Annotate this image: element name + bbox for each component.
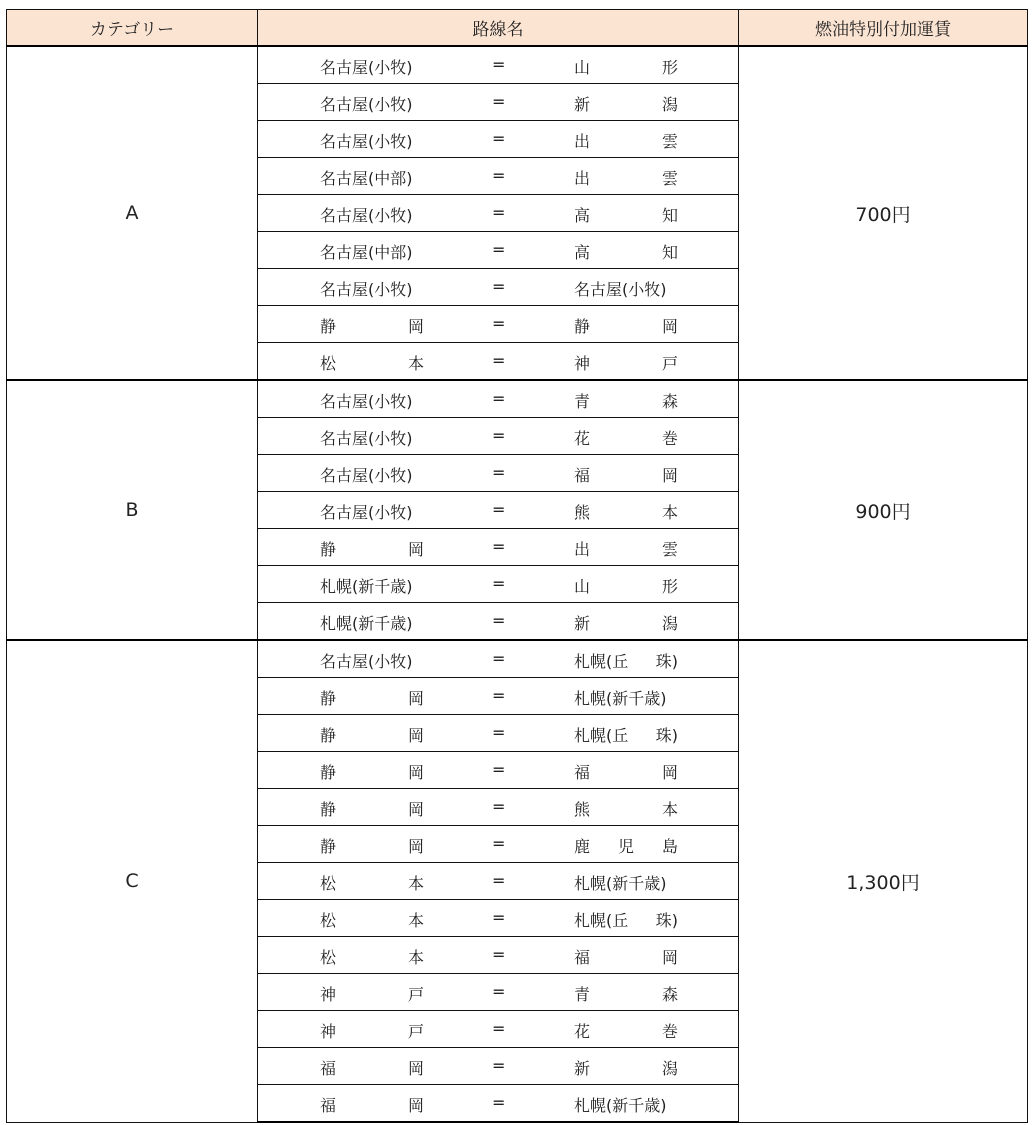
origin-airport [320, 389, 424, 412]
route-separator: = [492, 92, 506, 111]
destination-airport-part: 青 [574, 392, 591, 411]
origin-airport-part: 戸 [407, 1022, 424, 1041]
destination-airport-part: 福 [574, 948, 591, 967]
destination-airport-part: 巻 [661, 1022, 678, 1041]
route-separator: = [492, 1093, 506, 1112]
origin-airport-part: 戸 [407, 985, 424, 1004]
route-separator: = [492, 55, 506, 74]
destination-airport-part: 知 [661, 243, 678, 262]
origin-airport [320, 92, 424, 115]
route-separator: = [492, 797, 506, 816]
destination-airport [574, 797, 678, 820]
destination-airport-part: 名古屋(小牧) [574, 280, 667, 299]
origin-airport [320, 871, 424, 894]
origin-airport [320, 1093, 424, 1116]
origin-airport [320, 834, 424, 857]
header-category: カテゴリー [7, 10, 258, 47]
origin-airport [320, 314, 424, 337]
origin-airport [320, 463, 424, 486]
destination-airport-part: 札幌(丘 [574, 652, 629, 671]
route-cell [258, 269, 739, 306]
table-body [7, 46, 1028, 1122]
destination-airport-part: 熊 [574, 503, 591, 522]
route-cell [258, 232, 739, 269]
header-row [7, 10, 1028, 47]
route-separator: = [492, 686, 506, 705]
destination-airport [574, 982, 678, 1005]
destination-airport-part: 福 [574, 466, 591, 485]
origin-airport [320, 240, 424, 263]
destination-airport-part: 珠) [655, 652, 678, 671]
destination-airport [574, 537, 678, 560]
destination-airport [574, 945, 678, 968]
origin-airport-part: 名古屋(中部) [320, 169, 413, 188]
route-cell [258, 418, 739, 455]
destination-airport-part: 島 [661, 837, 678, 856]
route-cell [258, 492, 739, 529]
table-row [7, 46, 1028, 84]
destination-airport-part: 岡 [661, 317, 678, 336]
destination-airport [574, 166, 678, 189]
destination-airport-part: 雲 [661, 132, 678, 151]
origin-airport-part: 名古屋(小牧) [320, 206, 413, 225]
route-separator: = [492, 314, 506, 333]
origin-airport-part: 静 [320, 689, 337, 708]
destination-airport [574, 834, 678, 857]
route-cell [258, 715, 739, 752]
origin-airport [320, 797, 424, 820]
destination-airport-part: 山 [574, 58, 591, 77]
origin-airport-part: 神 [320, 1022, 337, 1041]
destination-airport [574, 129, 678, 152]
route-cell [258, 1085, 739, 1123]
origin-airport-part: 本 [407, 354, 424, 373]
header-route: 路線名 [258, 10, 739, 47]
route-separator: = [492, 389, 506, 408]
origin-airport-part: 岡 [407, 763, 424, 782]
destination-airport-part: 形 [661, 577, 678, 596]
destination-airport-part: 鹿 [574, 837, 591, 856]
origin-airport-part: 岡 [407, 800, 424, 819]
origin-airport-part: 本 [407, 911, 424, 930]
destination-airport [574, 500, 678, 523]
category-cell: B [7, 380, 258, 640]
destination-airport-part: 高 [574, 243, 591, 262]
destination-airport [574, 649, 678, 672]
origin-airport [320, 537, 424, 560]
route-cell [258, 974, 739, 1011]
origin-airport-part: 神 [320, 985, 337, 1004]
route-cell [258, 343, 739, 381]
destination-airport [574, 92, 678, 115]
destination-airport [574, 1056, 678, 1079]
destination-airport-part: 岡 [661, 466, 678, 485]
route-cell [258, 380, 739, 418]
route-cell [258, 195, 739, 232]
route-separator: = [492, 834, 506, 853]
destination-airport-part: 出 [574, 169, 591, 188]
destination-airport-part: 岡 [661, 763, 678, 782]
route-separator: = [492, 537, 506, 556]
route-separator: = [492, 463, 506, 482]
origin-airport-part: 松 [320, 948, 337, 967]
destination-airport-part: 札幌(丘 [574, 911, 629, 930]
origin-airport [320, 166, 424, 189]
origin-airport-part: 名古屋(小牧) [320, 392, 413, 411]
origin-airport-part: 静 [320, 763, 337, 782]
origin-airport-part: 岡 [407, 317, 424, 336]
destination-airport-part: 山 [574, 577, 591, 596]
destination-airport-part: 潟 [661, 1059, 678, 1078]
destination-airport [574, 240, 678, 263]
destination-airport-part: 珠) [655, 911, 678, 930]
origin-airport-part: 岡 [407, 1059, 424, 1078]
destination-airport-part: 森 [661, 985, 678, 1004]
route-cell [258, 603, 739, 641]
origin-airport-part: 静 [320, 540, 337, 559]
route-cell [258, 1011, 739, 1048]
route-cell [258, 455, 739, 492]
route-separator: = [492, 240, 506, 259]
destination-airport [574, 1093, 678, 1116]
destination-airport-part: 札幌(新千歳) [574, 689, 667, 708]
destination-airport-part: 熊 [574, 800, 591, 819]
origin-airport-part: 名古屋(小牧) [320, 652, 413, 671]
route-separator: = [492, 723, 506, 742]
origin-airport-part: 松 [320, 354, 337, 373]
route-separator: = [492, 574, 506, 593]
destination-airport-part: 新 [574, 95, 591, 114]
destination-airport [574, 463, 678, 486]
origin-airport-part: 岡 [407, 837, 424, 856]
origin-airport [320, 129, 424, 152]
destination-airport-part: 岡 [661, 948, 678, 967]
category-cell: C [7, 640, 258, 1122]
origin-airport [320, 351, 424, 374]
destination-airport-part: 出 [574, 132, 591, 151]
origin-airport [320, 203, 424, 226]
destination-airport-part: 潟 [661, 95, 678, 114]
origin-airport [320, 611, 424, 634]
origin-airport-part: 静 [320, 800, 337, 819]
surcharge-cell: 700円 [739, 46, 1028, 380]
route-separator: = [492, 500, 506, 519]
destination-airport [574, 351, 678, 374]
destination-airport-part: 新 [574, 1059, 591, 1078]
origin-airport-part: 名古屋(小牧) [320, 429, 413, 448]
route-cell [258, 158, 739, 195]
destination-airport-part: 花 [574, 1022, 591, 1041]
route-separator: = [492, 611, 506, 630]
destination-airport-part: 神 [574, 354, 591, 373]
destination-airport [574, 908, 678, 931]
destination-airport-part: 森 [661, 392, 678, 411]
origin-airport [320, 55, 424, 78]
origin-airport-part: 名古屋(中部) [320, 243, 413, 262]
route-cell [258, 84, 739, 121]
destination-airport-part: 本 [661, 503, 678, 522]
destination-airport-part: 戸 [661, 354, 678, 373]
destination-airport [574, 574, 678, 597]
route-separator: = [492, 277, 506, 296]
destination-airport-part: 知 [661, 206, 678, 225]
destination-airport-part: 高 [574, 206, 591, 225]
origin-airport [320, 760, 424, 783]
destination-airport [574, 723, 678, 746]
origin-airport-part: 岡 [407, 1096, 424, 1115]
destination-airport [574, 1019, 678, 1042]
destination-airport-part: 静 [574, 317, 591, 336]
route-separator: = [492, 351, 506, 370]
route-cell [258, 1048, 739, 1085]
origin-airport-part: 静 [320, 317, 337, 336]
origin-airport-part: 福 [320, 1096, 337, 1115]
route-cell [258, 121, 739, 158]
route-cell [258, 678, 739, 715]
destination-airport-part: 札幌(新千歳) [574, 1096, 667, 1115]
destination-airport [574, 426, 678, 449]
header-surcharge: 燃油特別付加運賃 [739, 10, 1028, 47]
destination-airport-part: 児 [617, 837, 634, 856]
destination-airport [574, 389, 678, 412]
route-cell [258, 863, 739, 900]
origin-airport [320, 1056, 424, 1079]
origin-airport-part: 名古屋(小牧) [320, 466, 413, 485]
route-cell [258, 640, 739, 678]
origin-airport-part: 名古屋(小牧) [320, 58, 413, 77]
route-cell [258, 752, 739, 789]
route-cell [258, 937, 739, 974]
destination-airport-part: 雲 [661, 169, 678, 188]
origin-airport [320, 982, 424, 1005]
origin-airport-part: 静 [320, 726, 337, 745]
destination-airport-part: 札幌(丘 [574, 726, 629, 745]
route-separator: = [492, 203, 506, 222]
destination-airport-part: 新 [574, 614, 591, 633]
origin-airport-part: 名古屋(小牧) [320, 132, 413, 151]
route-cell [258, 789, 739, 826]
origin-airport [320, 686, 424, 709]
origin-airport-part: 岡 [407, 726, 424, 745]
table-row [7, 380, 1028, 418]
origin-airport-part: 札幌(新千歳) [320, 614, 413, 633]
origin-airport-part: 岡 [407, 689, 424, 708]
route-separator: = [492, 982, 506, 1001]
route-separator: = [492, 1019, 506, 1038]
destination-airport-part: 本 [661, 800, 678, 819]
destination-airport-part: 巻 [661, 429, 678, 448]
destination-airport-part: 札幌(新千歳) [574, 874, 667, 893]
route-separator: = [492, 166, 506, 185]
fuel-surcharge-table [6, 9, 1028, 1123]
origin-airport-part: 松 [320, 874, 337, 893]
route-cell [258, 46, 739, 84]
origin-airport-part: 名古屋(小牧) [320, 503, 413, 522]
destination-airport-part: 福 [574, 763, 591, 782]
destination-airport [574, 55, 678, 78]
category-cell: A [7, 46, 258, 380]
route-cell [258, 306, 739, 343]
origin-airport [320, 723, 424, 746]
origin-airport [320, 649, 424, 672]
destination-airport-part: 花 [574, 429, 591, 448]
destination-airport-part: 潟 [661, 614, 678, 633]
origin-airport [320, 277, 424, 300]
table-row [7, 640, 1028, 678]
route-separator: = [492, 649, 506, 668]
route-separator: = [492, 1056, 506, 1075]
route-separator: = [492, 945, 506, 964]
route-separator: = [492, 871, 506, 890]
destination-airport [574, 314, 678, 337]
route-cell [258, 900, 739, 937]
origin-airport [320, 908, 424, 931]
route-separator: = [492, 760, 506, 779]
origin-airport [320, 500, 424, 523]
surcharge-cell: 900円 [739, 380, 1028, 640]
origin-airport-part: 札幌(新千歳) [320, 577, 413, 596]
origin-airport [320, 945, 424, 968]
origin-airport-part: 名古屋(小牧) [320, 280, 413, 299]
destination-airport [574, 277, 678, 300]
origin-airport-part: 松 [320, 911, 337, 930]
surcharge-cell: 1,300円 [739, 640, 1028, 1122]
destination-airport-part: 青 [574, 985, 591, 1004]
origin-airport [320, 426, 424, 449]
destination-airport [574, 611, 678, 634]
destination-airport-part: 形 [661, 58, 678, 77]
route-cell [258, 566, 739, 603]
origin-airport-part: 本 [407, 948, 424, 967]
origin-airport-part: 静 [320, 837, 337, 856]
origin-airport-part: 岡 [407, 540, 424, 559]
origin-airport-part: 福 [320, 1059, 337, 1078]
origin-airport-part: 本 [407, 874, 424, 893]
origin-airport-part: 名古屋(小牧) [320, 95, 413, 114]
destination-airport [574, 686, 678, 709]
route-separator: = [492, 426, 506, 445]
destination-airport-part: 出 [574, 540, 591, 559]
destination-airport [574, 203, 678, 226]
route-separator: = [492, 908, 506, 927]
destination-airport-part: 珠) [655, 726, 678, 745]
destination-airport [574, 760, 678, 783]
route-cell [258, 529, 739, 566]
route-separator: = [492, 129, 506, 148]
origin-airport [320, 574, 424, 597]
route-cell [258, 826, 739, 863]
destination-airport-part: 雲 [661, 540, 678, 559]
destination-airport [574, 871, 678, 894]
origin-airport [320, 1019, 424, 1042]
